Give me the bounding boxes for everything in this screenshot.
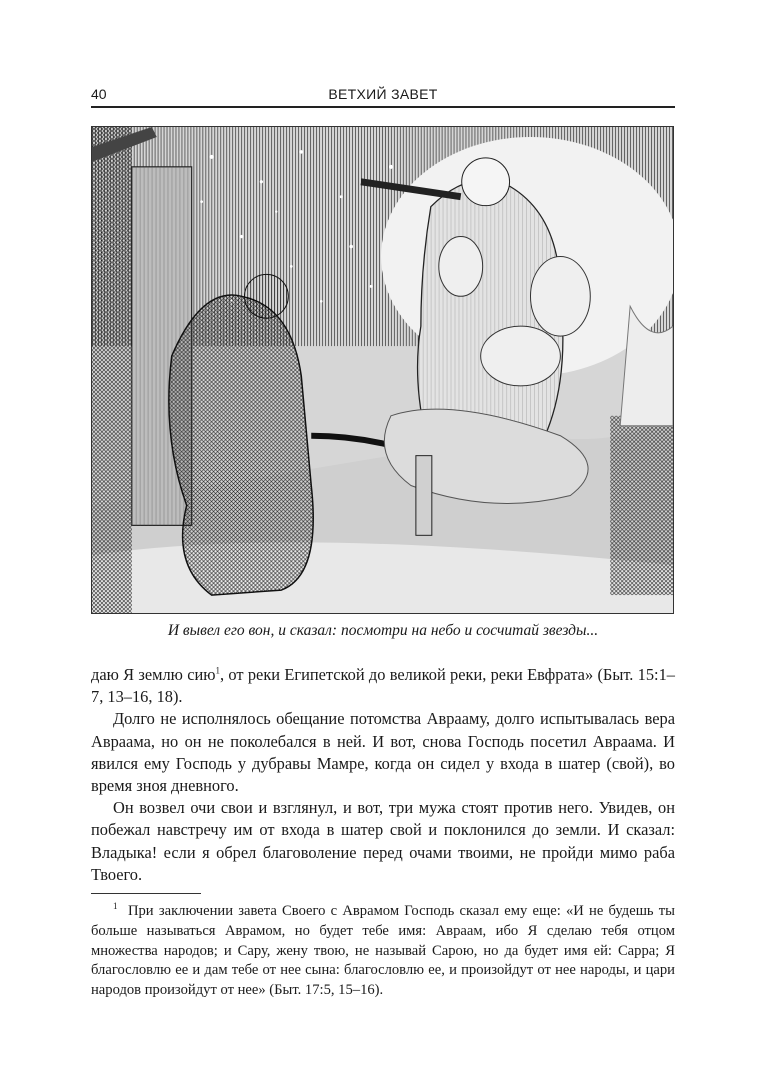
body-text (91, 664, 675, 886)
running-header (91, 86, 675, 106)
footnote-text: При заключении завета Своего с Аврамом Господь сказал ему еще: «И не будешь ты больше называться Аврамом, но будет тебе имя: Авраам, ибо Я сделаю тебя отцом множества народов; и Сару, жену твою, не называй Сарою, но да будет имя ей: Сарра; Я благословлю ее и дам тебе от нее сына: благословлю ее, и произойдут от нее народы, и цари народов произойдут от нее» (Быт. 17:5, 15–16). (91, 903, 675, 999)
running-title: ВЕТХИЙ ЗАВЕТ (328, 86, 438, 102)
paragraph-1: даю Я землю сию$^1$, от реки Египетской до великой реки, реки Евфрата» (Быт. 15:1–7, 13–16, 18). (91, 665, 675, 707)
engraving-illustration (91, 126, 674, 614)
footnote-marker: 1 (113, 901, 118, 912)
footnote-rule (91, 893, 201, 894)
paragraph-3: Он возвел очи свои и взглянул, и вот, три мужа стоят против него. Увидев, он побежал навстречу им от входа в шатер свой и поклонился до земли. И сказал: Владыка! если я обрел благоволение перед очами твоими, не пройди мимо раба Твоего. (91, 798, 675, 884)
footnote (91, 902, 675, 1001)
page-number: 40 (91, 86, 107, 102)
header-rule (91, 106, 675, 108)
footnote-reference[interactable]: 1 (215, 665, 221, 676)
engraving-image (92, 127, 673, 613)
illustration-caption: И вывел его вон, и сказал: посмотри на небо и сосчитай звезды... (167, 622, 599, 639)
paragraph-2: Долго не исполнялось обещание потомства Аврааму, долго испытывалась вера Авраама, но он не поколебался в ней. И вот, снова Господь посетил Авраама. И явился ему Господь у дубравы Мамре, когда он сидел у входа в шатер (свой), во время зноя дневного. (91, 709, 675, 796)
